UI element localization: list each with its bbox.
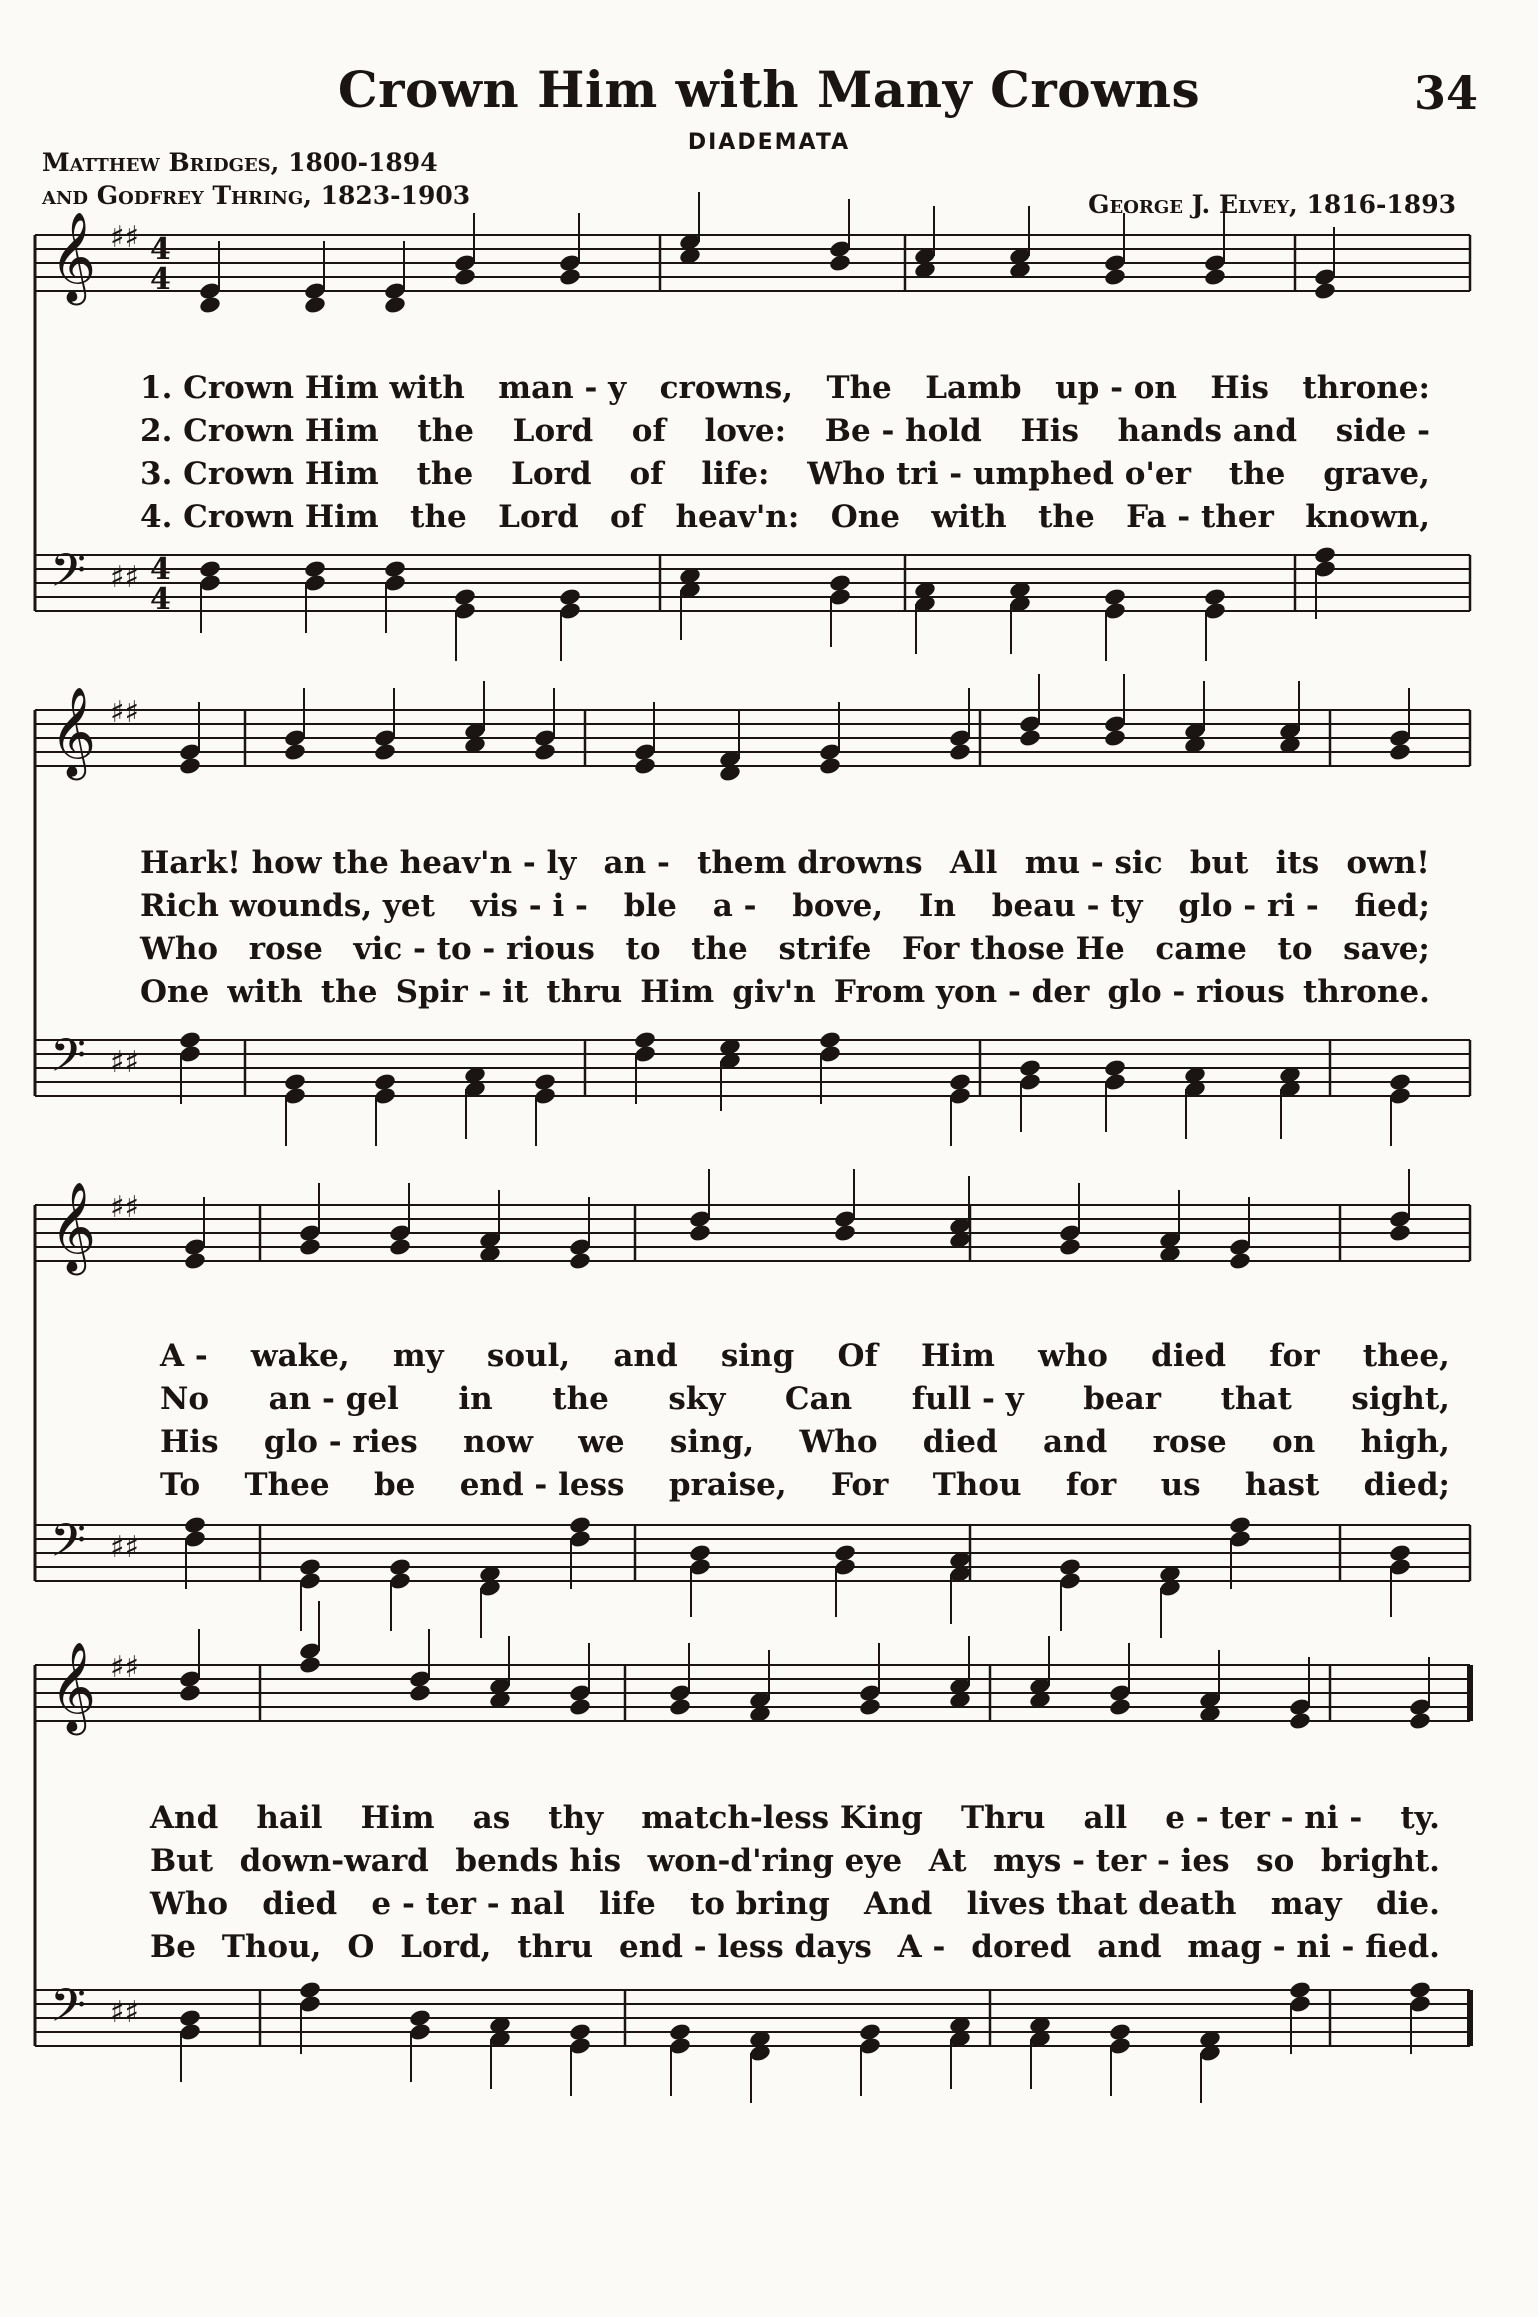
lyric-line [160,1467,1450,1503]
note-head [818,756,842,776]
lyric-syllable: In [918,888,956,924]
lyric-syllable: Him [640,974,715,1010]
lyric-line [150,1929,1440,1965]
lyric-syllable: One [830,499,900,535]
note-head [383,295,407,315]
lyric-syllable: bove, [792,888,884,924]
lyric-syllable: sight, [1351,1381,1450,1417]
lyric-line [150,1800,1440,1836]
lyric-syllable: Who tri - umphed o'er [807,456,1191,492]
lyric-syllable: side - [1335,413,1430,449]
lyric-syllable: end - less [459,1467,625,1503]
lyric-syllable: rose [1152,1424,1227,1460]
lyric-syllable: Can [784,1381,853,1417]
note-head [1058,1237,1082,1257]
note-head [568,1251,592,1271]
lyric-syllable: on [1272,1424,1316,1460]
lyric-syllable: with [931,499,1007,535]
lyric-syllable: as [472,1800,511,1836]
note-head [408,1683,432,1703]
lyric-syllable: to [1277,931,1313,967]
note-head [1388,742,1412,762]
lyric-syllable: His [1210,370,1269,406]
lyric-syllable: the [320,974,378,1010]
lyric-syllable: of [610,499,645,535]
lyric-syllable: The [826,370,892,406]
lyric-syllable: hands and [1117,413,1298,449]
bass-clef-icon: 𝄢 [50,1979,87,2044]
lyric-syllable: For those He [902,931,1125,967]
lyric-syllable: be [373,1467,416,1503]
note-head [633,756,657,776]
bass-clef-icon: 𝄢 [50,1029,87,1094]
lyricist-credit-1: Matthew Bridges, 1800-1894 [42,148,438,177]
lyric-line [160,1381,1450,1417]
lyric-syllable: and [1097,1929,1162,1965]
lyric-syllable: Lamb [925,370,1022,406]
lyric-syllable: throne. [1302,974,1430,1010]
lyric-syllable: came [1155,931,1247,967]
note-head [298,1237,322,1257]
lyric-syllable: glo - ries [263,1424,418,1460]
lyric-syllable: e - ter - ni - [1165,1800,1363,1836]
lyric-syllable: 4. Crown Him [140,499,379,535]
lyric-syllable: sing, [669,1424,755,1460]
lyric-syllable: for [1269,1338,1320,1374]
lyric-syllable: an - [603,845,670,881]
lyric-syllable: And [150,1800,219,1836]
lyric-line [160,1338,1450,1374]
lyric-syllable: lives that death [966,1886,1237,1922]
lyric-syllable: them drowns [697,845,923,881]
lyric-syllable: Thru [960,1800,1046,1836]
lyric-syllable: 3. Crown Him [140,456,379,492]
key-signature-icon: ♯♯ [110,1045,140,1080]
note-head [1313,281,1337,301]
lyric-syllable: and [613,1338,678,1374]
lyric-syllable: His [1020,413,1079,449]
lyric-syllable: thy [548,1800,604,1836]
lyric-syllable: of [629,456,664,492]
key-signature-icon: ♯♯ [110,1995,140,2030]
lyric-syllable: e - ter - nal [371,1886,565,1922]
lyric-syllable: beau - ty [991,888,1143,924]
note-head [283,742,307,762]
lyric-syllable: the [410,499,467,535]
lyric-syllable: died [262,1886,338,1922]
lyric-syllable: died [922,1424,998,1460]
lyric-line [140,370,1430,406]
lyric-syllable: Thou [932,1467,1022,1503]
time-signature: 4 [150,552,171,587]
lyric-syllable: the [552,1381,609,1417]
key-signature-icon: ♯♯ [110,220,140,255]
lyric-syllable: No [160,1381,210,1417]
lyric-syllable: its [1275,845,1320,881]
lyric-syllable: mys - ter - ies [993,1843,1230,1879]
note-head [1018,728,1042,748]
note-head [568,1697,592,1717]
lyric-line [140,974,1430,1010]
lyric-syllable: end - less days [618,1929,872,1965]
note-head [183,1251,207,1271]
lyric-syllable: died; [1363,1467,1450,1503]
lyric-syllable: vic - to - rious [353,931,595,967]
key-signature-icon: ♯♯ [110,695,140,730]
lyric-syllable: Him [921,1338,995,1374]
time-signature: 4 [150,262,171,297]
lyric-syllable: the [416,456,474,492]
lyric-syllable: so [1256,1843,1295,1879]
lyric-syllable: Who [150,1886,229,1922]
lyric-syllable: high, [1360,1424,1450,1460]
lyric-syllable: mag - ni - fied. [1187,1929,1440,1965]
note-head [858,1697,882,1717]
lyric-syllable: crowns, [659,370,793,406]
lyric-syllable: bright. [1320,1843,1440,1879]
lyric-syllable: life: [701,456,770,492]
note-head [373,742,397,762]
lyric-line [150,1843,1440,1879]
hymn-number: 34 [1413,66,1478,120]
lyric-syllable: bear [1083,1381,1162,1417]
note-head [688,1223,712,1243]
lyric-line [140,499,1430,535]
key-signature-icon: ♯♯ [110,560,140,595]
lyric-syllable: Who [799,1424,878,1460]
lyric-syllable: who [1038,1338,1108,1374]
bass-clef-icon: 𝄢 [50,544,87,609]
key-signature-icon: ♯♯ [110,1530,140,1565]
lyric-syllable: mu - sic [1024,845,1163,881]
treble-clef-icon: 𝄞 [50,687,97,777]
lyric-syllable: for [1065,1467,1117,1503]
note-head [178,1683,202,1703]
lyric-line [140,456,1430,492]
note-head [388,1237,412,1257]
treble-clef-icon: 𝄞 [50,212,97,302]
lyric-syllable: sky [668,1381,726,1417]
lyric-syllable: an - gel [268,1381,399,1417]
lyric-line [140,845,1430,881]
lyric-syllable: we [578,1424,625,1460]
lyric-line [140,413,1430,449]
lyric-syllable: glo - ri - [1178,888,1319,924]
lyric-syllable: Thou, [221,1929,322,1965]
lyric-syllable: up - on [1055,370,1177,406]
note-head [1103,267,1127,287]
note-head [178,756,202,776]
note-head [1288,1711,1312,1731]
lyric-syllable: soul, [486,1338,571,1374]
lyric-syllable: down-ward [239,1843,429,1879]
lyric-syllable: hast [1244,1467,1320,1503]
lyricist-credit-2: and Godfrey Thring, 1823-1903 [42,181,471,210]
note-head [198,295,222,315]
lyric-syllable: To [160,1467,201,1503]
lyric-syllable: Lord, [400,1929,492,1965]
lyric-line [140,931,1430,967]
composer-credit: George J. Elvey, 1816-1893 [1088,190,1456,219]
lyric-line [140,888,1430,924]
lyric-syllable: grave, [1323,456,1430,492]
lyric-syllable: may [1270,1886,1342,1922]
note-head [828,253,852,273]
note-head [948,742,972,762]
time-signature: 4 [150,232,171,267]
note-head [833,1223,857,1243]
lyric-syllable: ty. [1400,1800,1440,1836]
note-head [453,267,477,287]
lyric-syllable: now [463,1424,533,1460]
lyric-syllable: known, [1305,499,1430,535]
lyric-syllable: And [864,1886,933,1922]
key-signature-icon: ♯♯ [110,1650,140,1685]
lyric-syllable: to [625,931,661,967]
tune-name: DIADEMATA [687,130,851,155]
bass-clef-icon: 𝄢 [50,1514,87,1579]
lyric-syllable: thru [546,974,623,1010]
lyric-syllable: Be [150,1929,196,1965]
note-head [1388,1223,1412,1243]
lyric-syllable: Him [360,1800,435,1836]
lyric-syllable: His [160,1424,219,1460]
treble-clef-icon: 𝄞 [50,1182,97,1272]
lyric-syllable: die. [1375,1886,1440,1922]
lyric-syllable: to bring [689,1886,830,1922]
lyric-syllable: died [1151,1338,1227,1374]
lyric-syllable: ble [623,888,677,924]
lyric-syllable: hail [256,1800,323,1836]
lyric-syllable: Who [140,931,219,967]
lyric-syllable: Hark! how the heav'n - ly [140,845,577,881]
lyric-syllable: 2. Crown Him [140,413,379,449]
lyric-syllable: giv'n [732,974,816,1010]
note-head [533,742,557,762]
lyric-syllable: For [831,1467,889,1503]
lyric-syllable: Lord [498,499,579,535]
lyric-syllable: From yon - der [833,974,1090,1010]
lyric-line [160,1424,1450,1460]
lyric-syllable: us [1160,1467,1201,1503]
lyric-syllable: match-less King [641,1800,923,1836]
note-head [1108,1697,1132,1717]
lyric-syllable: All [949,845,998,881]
note-head [1103,728,1127,748]
key-signature-icon: ♯♯ [110,1190,140,1225]
note-head [558,267,582,287]
lyric-syllable: Thee [244,1467,330,1503]
lyric-syllable: A - [160,1338,208,1374]
lyric-syllable: Lord [511,456,592,492]
lyric-syllable: of [631,413,666,449]
lyric-syllable: full - y [911,1381,1024,1417]
lyric-syllable: own! [1346,845,1430,881]
lyric-syllable: glo - rious [1107,974,1285,1010]
lyric-syllable: life [599,1886,656,1922]
lyric-syllable: strife [778,931,872,967]
lyric-syllable: Spir - it [395,974,529,1010]
lyric-syllable: 1. Crown Him with [140,370,465,406]
lyric-syllable: the [1228,456,1286,492]
lyric-syllable: wake, [250,1338,350,1374]
lyric-syllable: A - [897,1929,946,1965]
lyric-syllable: O [347,1929,375,1965]
lyric-syllable: But [150,1843,214,1879]
lyric-syllable: thee, [1362,1338,1450,1374]
lyric-syllable: a - [712,888,757,924]
lyric-syllable: vis - i - [470,888,588,924]
lyric-syllable: the [417,413,474,449]
lyric-syllable: and [1042,1424,1108,1460]
lyric-syllable: Lord [512,413,594,449]
hymn-title: Crown Him with Many Crowns [337,60,1201,119]
lyric-syllable: bends his [455,1843,622,1879]
treble-clef-icon: 𝄞 [50,1642,97,1732]
lyric-syllable: the [691,931,748,967]
lyric-syllable: One [140,974,210,1010]
note-head [298,1655,322,1675]
lyric-syllable: sing [720,1338,795,1374]
lyric-syllable: my [392,1338,444,1374]
lyric-syllable: Rich wounds, yet [140,888,435,924]
lyric-syllable: heav'n: [675,499,800,535]
lyric-syllable: Of [837,1338,878,1374]
lyric-syllable: love: [704,413,787,449]
lyric-line [150,1886,1440,1922]
note-head [303,295,327,315]
time-signature: 4 [150,582,171,617]
lyric-syllable: rose [248,931,323,967]
note-head [1203,267,1227,287]
lyric-syllable: praise, [668,1467,787,1503]
lyric-syllable: Be - hold [824,413,982,449]
lyric-syllable: but [1189,845,1249,881]
lyric-syllable: throne: [1302,370,1430,406]
lyric-syllable: save; [1343,931,1430,967]
note-head [668,1697,692,1717]
lyric-syllable: the [1038,499,1095,535]
lyric-syllable: all [1083,1800,1128,1836]
lyric-syllable: that [1220,1381,1292,1417]
lyric-syllable: dored [971,1929,1072,1965]
note-head [1408,1711,1432,1731]
lyric-syllable: fied; [1354,888,1430,924]
lyric-syllable: thru [517,1929,594,1965]
lyric-syllable: man - y [498,370,627,406]
lyric-syllable: At [928,1843,967,1879]
lyric-syllable: Fa - ther [1126,499,1274,535]
lyric-syllable: won-d'ring eye [647,1843,903,1879]
lyric-syllable: in [458,1381,493,1417]
note-head [1228,1251,1252,1271]
lyric-syllable: with [227,974,303,1010]
